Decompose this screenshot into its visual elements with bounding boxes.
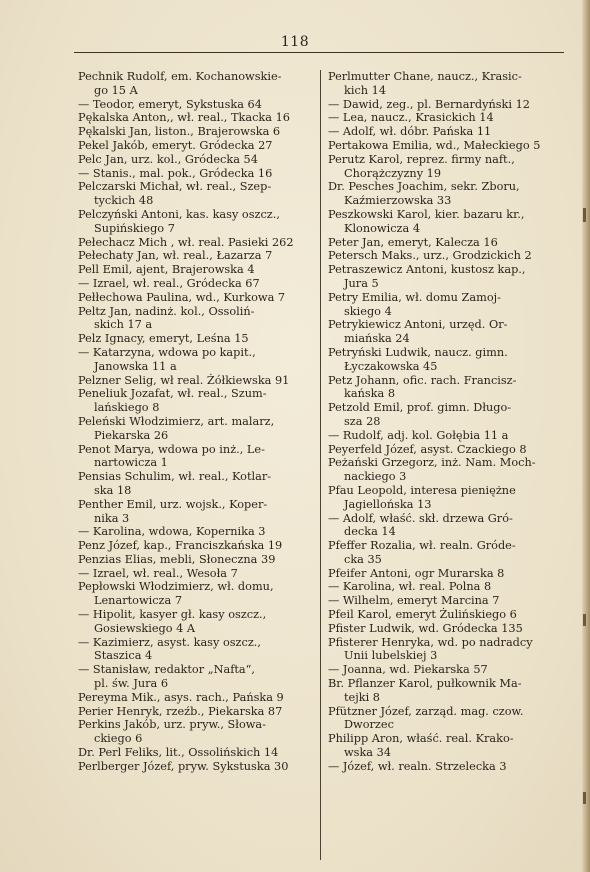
entry-line: Perlberger Józef, pryw. Sykstuska 30 [78,759,289,773]
directory-entry [328,70,564,98]
entry-line: Petersch Maks., urz., Grodzickich 2 [328,249,532,263]
directory-entry [78,470,314,498]
entry-line: — Karolina, wdowa, Kopernika 3 [78,525,266,539]
column-divider [320,70,321,860]
entry-line: Peneliuk Jozafat, wł. real., Szum- [78,387,267,401]
entry-line: — Hipolit, kasyer gł. kasy oszcz., [78,608,267,622]
entry-continuation: wska 34 [344,746,392,760]
directory-entry [328,443,564,457]
entry-continuation: tejki 8 [344,690,380,704]
entry-line: — Adolf, właść. skł. drzewa Gró- [328,511,513,525]
directory-entry [328,249,564,263]
directory-entry [78,346,314,374]
entry-line: Perutz Karol, reprez. firmy naft., [328,152,515,166]
entry-continuation: Janowska 11 a [94,359,177,373]
entry-continuation: ckiego 6 [94,732,143,746]
directory-entry [78,374,314,388]
directory-entry [328,732,564,760]
entry-continuation: Łyczakowska 45 [344,359,438,373]
entry-line: — Teodor, emeryt, Sykstuska 64 [78,97,262,111]
entry-line: Pell Emil, ajent, Brajerowska 4 [78,263,255,277]
directory-entry [78,691,314,705]
entry-continuation: Chorążczyzny 19 [344,166,442,180]
directory-entry [78,249,314,263]
directory-entry [78,608,314,636]
margin-mark [583,792,586,804]
entry-continuation: nartowicza 1 [94,456,168,470]
entry-line: — Izrael, wł. real., Gródecka 67 [78,276,260,290]
entry-continuation: Unii lubelskiej 3 [344,649,438,663]
entry-line: Peter Jan, emeryt, Kalecza 16 [328,235,498,249]
directory-entry [78,263,314,277]
directory-entry [78,498,314,526]
directory-entry [78,415,314,443]
directory-entry [78,139,314,153]
entry-line: Penther Emil, urz. wojsk., Koper- [78,497,268,511]
entry-line: Pepłowski Włodzimierz, wł. domu, [78,580,274,594]
entry-line: Pfeffer Rozalia, wł. realn. Gróde- [328,539,516,553]
entry-line: Pełechaty Jan, wł. real., Łazarza 7 [78,249,273,263]
directory-entry [328,429,564,443]
entry-line: Pelczyński Antoni, kas. kasy oszcz., [78,207,280,221]
directory-entry [328,263,564,291]
entry-line: Perlmutter Chane, naucz., Krasic- [328,70,522,83]
directory-entry [78,153,314,167]
directory-entry [78,567,314,581]
entry-line: Petraszewicz Antoni, kustosz kap., [328,263,526,277]
directory-entry [78,70,314,98]
directory-entry [78,98,314,112]
entry-line: — Karolina, wł. real. Polna 8 [328,580,492,594]
entry-continuation: nackiego 3 [344,470,407,484]
directory-entry [328,636,564,664]
directory-entry [328,374,564,402]
entry-continuation: Jagiellońska 13 [344,497,432,511]
header-rule [74,52,564,53]
entry-continuation: Staszica 4 [94,649,153,663]
directory-entry [328,236,564,250]
entry-line: Pelzner Selig, wł real. Żółkiewska 91 [78,373,290,387]
entry-line: Pensias Schulim, wł. real., Kotlar- [78,470,272,484]
directory-entry [78,443,314,471]
entry-continuation: Supińskiego 7 [94,221,175,235]
directory-entry [78,277,314,291]
entry-continuation: kich 14 [344,83,387,97]
directory-entry [328,125,564,139]
directory-entry [78,663,314,691]
entry-line: Petry Emilia, wł. domu Zamoj- [328,290,501,304]
directory-entry [78,305,314,333]
entry-line: — Dawid, zeg., pl. Bernardyński 12 [328,97,530,111]
directory-entry [328,622,564,636]
entry-continuation: lańskiego 8 [94,401,160,415]
directory-entry [78,746,314,760]
directory-entry [78,580,314,608]
entry-continuation: kańska 8 [344,387,396,401]
entry-line: Pelz Ignacy, emeryt, Leśna 15 [78,332,249,346]
entry-line: Pechnik Rudolf, em. Kochanowskie- [78,70,282,83]
directory-entry [328,180,564,208]
entry-line: Petryński Ludwik, naucz. gimn. [328,345,508,359]
page-edge [582,0,590,872]
directory-entry [328,456,564,484]
entry-continuation: Lenartowicza 7 [94,594,183,608]
entry-line: Pelc Jan, urz. kol., Gródecka 54 [78,152,258,166]
directory-entry [78,539,314,553]
entry-line: Petz Johann, ofic. rach. Francisz- [328,373,517,387]
entry-line: Br. Pflanzer Karol, pułkownik Ma- [328,677,522,691]
directory-entry [328,111,564,125]
directory-entry [328,705,564,733]
directory-entry [78,208,314,236]
entry-line: Penot Marya, wdowa po inż., Le- [78,442,265,456]
entry-continuation: ska 18 [94,483,132,497]
entry-line: — Lea, naucz., Krasickich 14 [328,111,494,125]
entry-line: — Stanisław, redaktor „Nafta“, [78,663,256,677]
directory-entry [78,111,314,125]
entry-continuation: nika 3 [94,511,130,525]
entry-line: Dr. Perl Feliks, lit., Ossolińskich 14 [78,746,279,760]
entry-continuation: miańska 24 [344,332,410,346]
entry-line: — Katarzyna, wdowa po kapit., [78,345,256,359]
directory-entry [78,167,314,181]
directory-entry [78,332,314,346]
directory-entry [78,387,314,415]
entry-line: — Wilhelm, emeryt Marcina 7 [328,594,500,608]
margin-mark [583,614,586,626]
entry-line: Pfeifer Antoni, ogr Murarska 8 [328,566,505,580]
entry-line: — Joanna, wd. Piekarska 57 [328,663,488,677]
entry-continuation: Piekarska 26 [94,428,169,442]
entry-line: Perier Henryk, rzeźb., Piekarska 87 [78,704,283,718]
entry-line: — Stanis., mal. pok., Gródecka 16 [78,166,273,180]
entry-line: Dr. Pesches Joachim, sekr. Zboru, [328,180,520,194]
entry-line: — Kazimierz, asyst. kasy oszcz., [78,635,261,649]
entry-continuation: pl. św. Jura 6 [94,677,169,691]
directory-entry [328,760,564,774]
entry-line: Petzold Emil, prof. gimn. Długo- [328,401,512,415]
margin-mark [583,208,586,222]
directory-entry [78,291,314,305]
entry-line: — Józef, wł. realn. Strzelecka 3 [328,759,507,773]
entry-line: Philipp Aron, właść. real. Krako- [328,732,514,746]
directory-entry [328,318,564,346]
entry-line: Pfau Leopold, interesa pieniężne [328,483,516,497]
entry-line: Pękalski Jan, liston., Brajerowska 6 [78,125,281,139]
directory-entry [328,208,564,236]
entry-line: Peleński Włodzimierz, art. malarz, [78,414,275,428]
directory-entry [328,401,564,429]
entry-line: Penz Józef, kap., Franciszkańska 19 [78,539,283,553]
directory-entry [328,291,564,319]
directory-entry [328,539,564,567]
page-number: 118 [280,34,310,50]
entry-line: — Izrael, wł. real., Wesoła 7 [78,566,238,580]
entry-continuation: skich 17 a [94,318,153,332]
entry-line: — Adolf, wł. dóbr. Pańska 11 [328,125,492,139]
entry-line: Peyerfeld Józef, asyst. Czackiego 8 [328,442,527,456]
entry-line: Pełłechowa Paulina, wd., Kurkowa 7 [78,290,286,304]
entry-line: Pekel Jakób, emeryt. Gródecka 27 [78,138,273,152]
entry-line: Pelczarski Michał, wł. real., Szep- [78,180,272,194]
directory-entry [78,636,314,664]
directory-entry [328,663,564,677]
directory-entry [78,125,314,139]
directory-entry [328,153,564,181]
entry-line: Peltz Jan, nadinż. kol., Ossoliń- [78,304,255,318]
directory-entry [78,525,314,539]
entry-continuation: Jura 5 [344,276,379,290]
entry-continuation: cka 35 [344,552,382,566]
entry-line: Pfister Ludwik, wd. Gródecka 135 [328,621,523,635]
entry-continuation: tyckich 48 [94,194,154,208]
entry-line: Pękalska Anton,, wł. real., Tkacka 16 [78,111,290,125]
directory-entry [328,98,564,112]
entry-line: Peszkowski Karol, kier. bazaru kr., [328,207,525,221]
directory-entry [328,580,564,594]
entry-continuation: Gosiewskiego 4 A [94,621,196,635]
entry-continuation: Klonowicza 4 [344,221,421,235]
entry-line: Pełechacz Mich , wł. real. Pasieki 262 [78,235,294,249]
directory-entry [328,677,564,705]
right-column [328,70,564,774]
directory-entry [328,346,564,374]
directory-entry [78,705,314,719]
directory-entry [328,512,564,540]
directory-entry [78,718,314,746]
directory-entry [328,567,564,581]
directory-entry [78,180,314,208]
directory-entry [328,484,564,512]
directory-entry [78,553,314,567]
entry-continuation: Dworzec [344,718,394,732]
entry-line: Pfützner Józef, zarząd. mag. czow. [328,704,524,718]
directory-entry [78,236,314,250]
entry-line: — Rudolf, adj. kol. Gołębia 11 a [328,428,509,442]
entry-line: Pfeil Karol, emeryt Żulińskiego 6 [328,608,517,622]
entry-line: Peżański Grzegorz, inż. Nam. Moch- [328,456,536,470]
directory-entry [78,760,314,774]
entry-continuation: decka 14 [344,525,396,539]
left-column [78,70,314,774]
directory-entry [328,139,564,153]
entry-line: Pertakowa Emilia, wd., Małeckiego 5 [328,138,541,152]
directory-entry [328,594,564,608]
entry-line: Pereyma Mik., asys. rach., Pańska 9 [78,690,284,704]
entry-line: Perkins Jakób, urz. pryw., Słowa- [78,718,266,732]
entry-continuation: sza 28 [344,414,381,428]
entry-line: Pfisterer Henryka, wd. po nadradcy [328,635,533,649]
entry-continuation: go 15 A [94,83,138,97]
entry-line: Penzias Elias, mebli, Słoneczna 39 [78,552,276,566]
directory-entry [328,608,564,622]
entry-continuation: skiego 4 [344,304,392,318]
entry-line: Petrykiewicz Antoni, urzęd. Or- [328,318,508,332]
entry-continuation: Kaźmierzowska 33 [344,194,452,208]
